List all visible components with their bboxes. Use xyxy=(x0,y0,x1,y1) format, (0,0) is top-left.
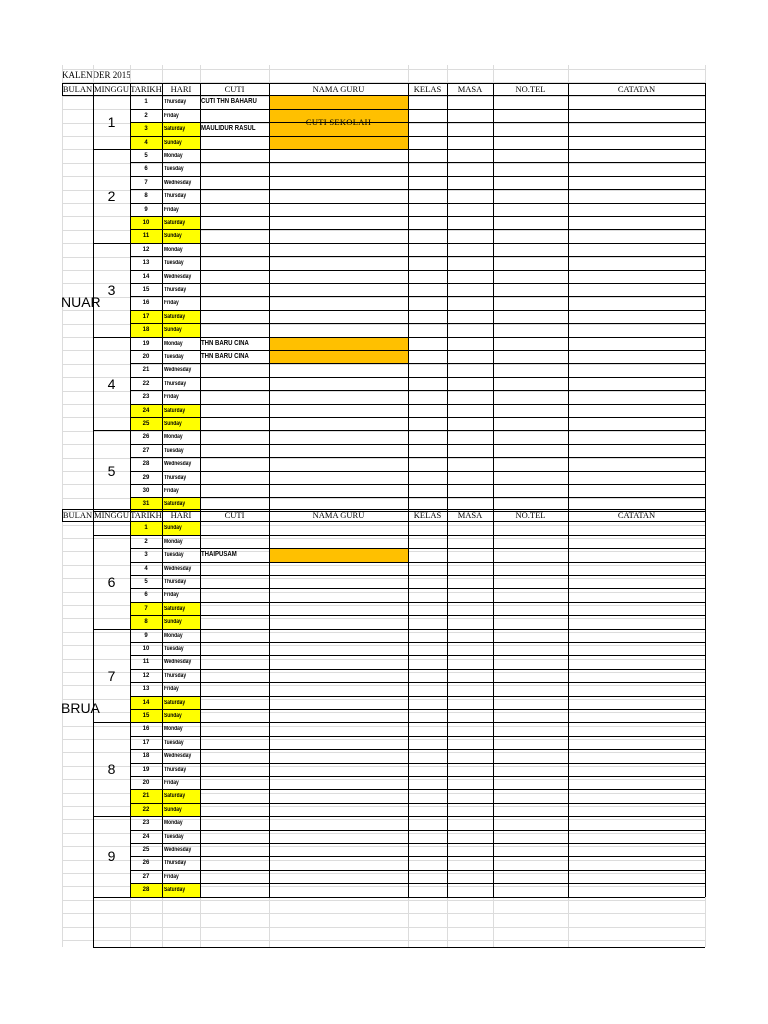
row-border xyxy=(130,535,705,536)
day-cell: Friday xyxy=(164,686,179,693)
date-cell: 10 xyxy=(142,646,150,652)
date-cell: 19 xyxy=(142,766,150,773)
column-header-bulan: BULAN xyxy=(62,84,93,94)
day-cell: Sunday xyxy=(164,619,182,626)
date-cell: 15 xyxy=(142,713,150,719)
day-cell: Monday xyxy=(164,340,183,347)
column-border xyxy=(162,95,163,510)
day-cell: Monday xyxy=(164,434,183,441)
column-header-catatan: CATATAN xyxy=(617,84,656,94)
day-cell: Thursday xyxy=(164,766,187,773)
holiday-label: CUTI SEKOLAH xyxy=(305,116,372,127)
day-cell: Thursday xyxy=(164,380,187,387)
day-cell: Saturday xyxy=(164,220,186,226)
month-label: BRUA xyxy=(61,700,100,716)
column-border xyxy=(269,521,270,896)
date-cell: 1 xyxy=(144,99,148,106)
gridline-horizontal xyxy=(62,913,705,914)
row-border xyxy=(130,457,705,458)
header-border-bottom xyxy=(62,95,705,96)
date-cell: 24 xyxy=(142,833,150,840)
day-cell: Saturday xyxy=(164,313,186,320)
row-border xyxy=(130,830,705,831)
day-cell: Friday xyxy=(164,488,179,494)
row-border xyxy=(130,404,705,405)
date-cell: 31 xyxy=(142,501,150,508)
date-cell: 5 xyxy=(144,579,148,585)
day-cell: Sunday xyxy=(164,421,182,427)
day-cell: Tuesday xyxy=(164,646,184,652)
day-cell: Wednesday xyxy=(164,847,192,853)
row-border xyxy=(130,816,705,817)
column-header-namaguru: NAMA GURU xyxy=(312,510,365,520)
column-border xyxy=(162,521,163,896)
week-cell-border xyxy=(130,95,131,149)
header-column-border xyxy=(62,509,63,521)
day-cell: Saturday xyxy=(164,126,186,133)
column-border xyxy=(200,521,201,896)
date-cell: 6 xyxy=(144,592,148,599)
row-border xyxy=(130,629,705,630)
day-cell: Monday xyxy=(164,153,183,159)
column-header-masa: MASA xyxy=(457,510,483,520)
sheet-bottom-border xyxy=(93,947,705,948)
row-border xyxy=(130,562,705,563)
day-cell: Thursday xyxy=(164,193,187,200)
day-cell: Thursday xyxy=(164,860,187,867)
day-cell: Thursday xyxy=(164,579,187,585)
holiday-name: MAULIDUR RASUL xyxy=(201,125,256,133)
day-cell: Wednesday xyxy=(164,367,192,374)
week-cell-border xyxy=(130,243,131,337)
date-cell: 11 xyxy=(142,659,150,666)
month-column-border xyxy=(93,95,94,947)
gridline-horizontal xyxy=(62,940,705,941)
week-cell-border xyxy=(93,897,130,898)
week-cell-border xyxy=(130,430,131,510)
column-border xyxy=(493,521,494,896)
row-border xyxy=(130,109,705,110)
row-border xyxy=(130,189,705,190)
row-border xyxy=(130,471,705,472)
week-cell-border xyxy=(130,629,131,723)
week-cell-border xyxy=(93,722,130,723)
day-cell: Sunday xyxy=(164,233,182,240)
column-header-catatan: CATATAN xyxy=(617,510,656,520)
row-border xyxy=(130,350,705,351)
date-cell: 22 xyxy=(142,806,150,813)
date-cell: 8 xyxy=(144,619,148,626)
date-cell: 15 xyxy=(142,287,150,293)
column-header-masa: MASA xyxy=(457,84,483,94)
row-border xyxy=(130,203,705,204)
week-number: 2 xyxy=(107,187,116,204)
row-border xyxy=(130,548,705,549)
week-cell-border xyxy=(130,722,131,816)
holiday-name: THAIPUSAM xyxy=(201,551,237,559)
day-cell: Monday xyxy=(164,246,183,253)
column-header-hari: HARI xyxy=(170,510,192,520)
date-cell: 12 xyxy=(142,246,150,253)
column-header-namaguru: NAMA GURU xyxy=(312,84,365,94)
day-cell: Tuesday xyxy=(164,739,184,746)
day-cell: Friday xyxy=(164,112,179,119)
day-cell: Wednesday xyxy=(164,273,192,280)
day-cell: Friday xyxy=(164,300,179,307)
header-column-border xyxy=(493,83,494,95)
row-border xyxy=(130,296,705,297)
holiday-name: THN BARU CINA xyxy=(201,353,249,360)
date-cell: 24 xyxy=(142,407,150,414)
header-border-bottom xyxy=(62,521,705,522)
week-cell-border xyxy=(93,149,130,150)
column-header-bulan: BULAN xyxy=(62,510,93,520)
header-column-border xyxy=(705,509,706,521)
date-cell: 20 xyxy=(142,354,150,360)
column-border xyxy=(568,521,569,896)
row-border xyxy=(130,682,705,683)
header-column-border xyxy=(93,83,94,95)
row-border xyxy=(130,136,705,137)
row-border xyxy=(130,337,705,338)
week-cell-border xyxy=(93,629,130,630)
date-cell: 30 xyxy=(142,488,150,494)
row-border xyxy=(130,497,705,498)
week-cell-border xyxy=(93,337,130,338)
date-cell: 27 xyxy=(142,873,150,880)
column-header-hari: HARI xyxy=(170,84,192,94)
column-header-kelas: KELAS xyxy=(413,84,442,94)
day-cell: Tuesday xyxy=(164,354,184,360)
day-cell: Tuesday xyxy=(164,833,184,840)
day-cell: Friday xyxy=(164,780,179,786)
column-border xyxy=(408,95,409,510)
date-cell: 21 xyxy=(142,367,150,374)
column-header-tarikh: TARIKH xyxy=(130,84,162,94)
week-number: 1 xyxy=(107,114,116,131)
header-column-border xyxy=(162,83,163,95)
holiday-name: THN BARU CINA xyxy=(201,339,249,347)
row-border xyxy=(130,669,705,670)
day-cell: Saturday xyxy=(164,887,186,894)
day-cell: Sunday xyxy=(164,525,182,532)
column-border xyxy=(705,521,706,896)
sheet-title: KALENDER 2015 xyxy=(62,70,131,80)
row-border xyxy=(130,642,705,643)
date-cell: 22 xyxy=(142,380,150,387)
date-cell: 18 xyxy=(142,327,150,334)
row-border xyxy=(130,149,705,150)
column-header-minggu: MINGGU xyxy=(94,510,129,520)
row-border xyxy=(130,256,705,257)
week-number: 3 xyxy=(107,281,116,298)
day-cell: Thursday xyxy=(164,474,187,481)
week-cell-border xyxy=(93,95,130,96)
day-cell: Sunday xyxy=(164,327,182,334)
column-border xyxy=(447,521,448,896)
row-border xyxy=(130,615,705,616)
date-cell: 23 xyxy=(142,394,150,401)
week-cell-border xyxy=(93,535,130,536)
day-cell: Saturday xyxy=(164,793,186,800)
column-header-cuti: CUTI xyxy=(224,84,245,94)
row-border xyxy=(130,162,705,163)
date-cell: 9 xyxy=(144,206,148,213)
holiday-name: CUTI THN BAHARU xyxy=(201,98,257,106)
day-cell: Monday xyxy=(164,726,183,733)
month-label: NUAR xyxy=(61,294,101,310)
row-border xyxy=(130,417,705,418)
week-number: 7 xyxy=(107,667,116,684)
row-border xyxy=(130,243,705,244)
day-cell: Tuesday xyxy=(164,166,184,173)
column-border xyxy=(447,95,448,510)
week-cell-border xyxy=(130,337,131,431)
week-cell-border xyxy=(130,149,131,243)
column-header-minggu: MINGGU xyxy=(94,84,129,94)
week-cell-border xyxy=(93,511,130,512)
date-cell: 14 xyxy=(142,273,150,280)
gridline-horizontal xyxy=(62,69,705,70)
day-cell: Sunday xyxy=(164,139,182,146)
date-cell: 2 xyxy=(144,538,148,545)
day-cell: Wednesday xyxy=(164,659,192,666)
date-cell: 14 xyxy=(142,699,150,706)
row-border xyxy=(130,602,705,603)
column-border xyxy=(568,95,569,510)
week-cell-border xyxy=(130,816,131,896)
row-border xyxy=(130,270,705,271)
header-column-border xyxy=(408,83,409,95)
gridline-horizontal xyxy=(62,927,705,928)
date-cell: 21 xyxy=(142,793,150,800)
header-column-border xyxy=(130,83,131,95)
row-border xyxy=(130,377,705,378)
week-number: 9 xyxy=(107,848,116,865)
date-cell: 11 xyxy=(142,233,150,240)
row-border xyxy=(130,430,705,431)
week-number: 8 xyxy=(107,761,116,778)
date-cell: 28 xyxy=(142,461,150,468)
date-cell: 13 xyxy=(142,686,150,693)
day-cell: Monday xyxy=(164,538,183,545)
header-column-border xyxy=(269,83,270,95)
day-cell: Friday xyxy=(164,873,179,880)
date-cell: 17 xyxy=(142,313,150,320)
week-number: 5 xyxy=(107,462,116,479)
day-cell: Sunday xyxy=(164,806,182,813)
date-cell: 4 xyxy=(144,565,148,572)
date-cell: 1 xyxy=(144,525,148,532)
day-cell: Monday xyxy=(164,632,183,639)
week-number: 4 xyxy=(107,375,116,392)
row-border xyxy=(130,176,705,177)
row-border xyxy=(130,511,705,512)
header-column-border xyxy=(200,83,201,95)
row-border xyxy=(130,696,705,697)
row-border xyxy=(130,856,705,857)
day-cell: Wednesday xyxy=(164,753,192,760)
row-border xyxy=(130,484,705,485)
day-cell: Sunday xyxy=(164,713,182,719)
date-cell: 4 xyxy=(144,139,148,146)
date-cell: 16 xyxy=(142,726,150,733)
row-border xyxy=(130,776,705,777)
day-cell: Saturday xyxy=(164,501,186,508)
row-border xyxy=(130,283,705,284)
day-cell: Wednesday xyxy=(164,179,192,186)
row-border xyxy=(130,749,705,750)
date-cell: 9 xyxy=(144,632,148,639)
row-border xyxy=(130,323,705,324)
day-cell: Tuesday xyxy=(164,447,184,454)
date-cell: 7 xyxy=(144,179,148,186)
day-cell: Saturday xyxy=(164,605,186,612)
date-cell: 28 xyxy=(142,887,150,894)
week-number: 6 xyxy=(107,573,116,590)
date-cell: 16 xyxy=(142,300,150,307)
row-border xyxy=(130,310,705,311)
date-cell: 6 xyxy=(144,166,148,173)
day-cell: Wednesday xyxy=(164,565,192,572)
date-cell: 12 xyxy=(142,672,150,679)
column-border xyxy=(269,95,270,510)
column-header-notel: NO.TEL xyxy=(515,84,546,94)
column-border xyxy=(200,95,201,510)
date-cell: 2 xyxy=(144,112,148,119)
date-cell: 5 xyxy=(144,153,148,159)
date-cell: 23 xyxy=(142,820,150,827)
day-cell: Friday xyxy=(164,394,179,401)
header-column-border xyxy=(705,83,706,95)
header-column-border xyxy=(568,83,569,95)
week-cell-border xyxy=(93,816,130,817)
gridline-vertical xyxy=(62,65,63,947)
column-border xyxy=(493,95,494,510)
day-cell: Wednesday xyxy=(164,461,192,468)
row-border xyxy=(130,736,705,737)
column-header-kelas: KELAS xyxy=(413,510,442,520)
header-column-border xyxy=(62,83,63,95)
row-border xyxy=(130,709,705,710)
date-cell: 29 xyxy=(142,474,150,481)
row-border xyxy=(130,588,705,589)
date-cell: 20 xyxy=(142,780,150,786)
date-cell: 8 xyxy=(144,193,148,200)
day-cell: Monday xyxy=(164,820,183,827)
week-cell-border xyxy=(93,243,130,244)
week-cell-border xyxy=(130,535,131,629)
row-border xyxy=(130,122,705,123)
date-cell: 25 xyxy=(142,421,150,427)
row-border xyxy=(130,363,705,364)
date-cell: 17 xyxy=(142,739,150,746)
day-cell: Saturday xyxy=(164,699,186,706)
column-border xyxy=(705,95,706,510)
date-cell: 3 xyxy=(144,126,148,133)
day-cell: Friday xyxy=(164,206,179,213)
row-border xyxy=(130,883,705,884)
row-border xyxy=(130,216,705,217)
row-border xyxy=(130,390,705,391)
header-column-border xyxy=(447,83,448,95)
day-cell: Tuesday xyxy=(164,552,184,559)
date-cell: 27 xyxy=(142,447,150,454)
row-border xyxy=(130,789,705,790)
date-cell: 18 xyxy=(142,753,150,760)
row-border xyxy=(130,575,705,576)
date-cell: 7 xyxy=(144,605,148,612)
day-cell: Thursday xyxy=(164,99,187,106)
date-cell: 25 xyxy=(142,847,150,853)
row-border xyxy=(130,803,705,804)
row-border xyxy=(130,722,705,723)
column-header-cuti: CUTI xyxy=(224,510,245,520)
date-cell: 19 xyxy=(142,340,150,347)
row-border xyxy=(130,229,705,230)
holiday-highlight xyxy=(269,548,408,561)
day-cell: Saturday xyxy=(164,407,186,414)
row-border xyxy=(130,763,705,764)
row-border xyxy=(130,870,705,871)
column-header-notel: NO.TEL xyxy=(515,510,546,520)
date-cell: 26 xyxy=(142,434,150,441)
row-border xyxy=(130,843,705,844)
gridline-horizontal xyxy=(62,900,705,901)
day-cell: Friday xyxy=(164,592,179,599)
day-cell: Tuesday xyxy=(164,260,184,267)
date-cell: 3 xyxy=(144,552,148,559)
column-border xyxy=(408,521,409,896)
column-header-tarikh: TARIKH xyxy=(130,510,162,520)
date-cell: 10 xyxy=(142,220,150,226)
day-cell: Thursday xyxy=(164,672,187,679)
row-border xyxy=(130,444,705,445)
date-cell: 26 xyxy=(142,860,150,867)
date-cell: 13 xyxy=(142,260,150,267)
row-border xyxy=(130,655,705,656)
day-cell: Thursday xyxy=(164,287,187,293)
week-cell-border xyxy=(93,430,130,431)
header-border-top xyxy=(62,83,705,84)
table-bottom-border xyxy=(130,897,705,898)
